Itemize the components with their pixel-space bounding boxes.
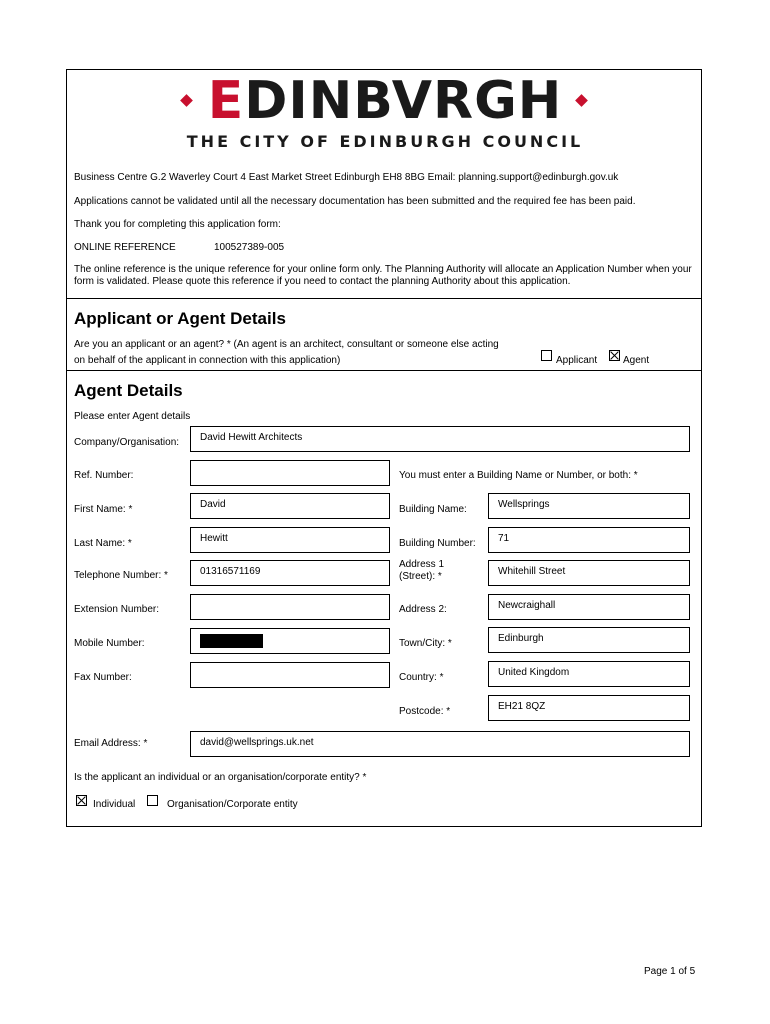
applicant-option-label: Applicant	[556, 355, 598, 366]
address2-value: Newcraighall	[498, 600, 556, 611]
section-divider	[66, 370, 702, 371]
individual-option-label: Individual	[93, 799, 136, 810]
address-line: Business Centre G.2 Waverley Court 4 East Market Street Edinburgh EH8 8BG Email: planning.support@edinburgh.gov.uk	[74, 172, 619, 183]
building-note: You must enter a Building Name or Number, or both: *	[399, 470, 638, 481]
applicant-agent-title: Applicant or Agent Details	[74, 309, 286, 328]
building-name-value: Wellsprings	[498, 499, 550, 510]
page-number: Page 1 of 5	[644, 966, 696, 977]
company-value: David Hewitt Architects	[200, 432, 303, 443]
town-value: Edinburgh	[498, 633, 544, 644]
email-field[interactable]	[190, 731, 690, 757]
building-name-field[interactable]	[488, 493, 690, 519]
agent-details-title: Agent Details	[74, 381, 183, 400]
address1-value: Whitehill Street	[498, 566, 566, 577]
building-number-value: 71	[498, 533, 510, 544]
town-label: Town/City: *	[399, 638, 452, 649]
postcode-label: Postcode: *	[399, 706, 451, 717]
agent-option-label: Agent	[623, 355, 650, 366]
building-name-label: Building Name:	[399, 504, 467, 515]
extension-field[interactable]	[190, 594, 390, 620]
council-name: THE CITY OF EDINBURGH COUNCIL	[186, 132, 584, 151]
online-ref-label: ONLINE REFERENCE	[74, 242, 176, 253]
telephone-value: 01316571169	[200, 566, 261, 577]
last-name-label: Last Name: *	[74, 538, 132, 549]
telephone-field[interactable]	[190, 560, 390, 586]
email-value: david@wellsprings.uk.net	[200, 737, 314, 748]
validation-note: Applications cannot be validated until all the necessary documentation has been submitted and the required fee has been paid.	[74, 196, 636, 207]
address1-label-line1: Address 1	[399, 559, 445, 570]
mobile-label: Mobile Number:	[74, 638, 145, 649]
company-label: Company/Organisation:	[74, 437, 180, 448]
address1-label-line2: (Street): *	[399, 571, 442, 582]
extension-label: Extension Number:	[74, 604, 160, 615]
first-name-value: David	[200, 499, 226, 510]
organisation-checkbox[interactable]	[147, 795, 158, 806]
country-value: United Kingdom	[498, 667, 570, 678]
last-name-field[interactable]	[190, 527, 390, 553]
first-name-field[interactable]	[190, 493, 390, 519]
redacted-mobile-number	[200, 634, 263, 648]
building-number-label: Building Number:	[399, 538, 476, 549]
first-name-label: First Name: *	[74, 504, 133, 515]
ref-number-field[interactable]	[190, 460, 390, 486]
ref-note: The online reference is the unique reference for your online form only. The Planning Authority will allocate an Application Number when your form is validated. Please quote this reference if you need to contact the planning Authority about this application.	[74, 264, 692, 287]
postcode-value: EH21 8QZ	[498, 701, 546, 712]
ref-number-label: Ref. Number:	[74, 470, 134, 481]
postcode-field[interactable]	[488, 695, 690, 721]
country-label: Country: *	[399, 672, 444, 683]
country-field[interactable]	[488, 661, 690, 687]
email-label: Email Address: *	[74, 738, 148, 749]
applicant-agent-question-2: on behalf of the applicant in connection with this application)	[74, 355, 341, 366]
fax-label: Fax Number:	[74, 672, 132, 683]
agent-checkbox[interactable]	[609, 350, 620, 361]
logo-letter-e: E	[207, 71, 245, 131]
address2-field[interactable]	[488, 594, 690, 620]
fax-field[interactable]	[190, 662, 390, 688]
town-field[interactable]	[488, 627, 690, 653]
entity-question: Is the applicant an individual or an organisation/corporate entity? *	[74, 772, 367, 783]
building-number-field[interactable]	[488, 527, 690, 553]
thank-you-text: Thank you for completing this application form:	[74, 219, 281, 230]
telephone-label: Telephone Number: *	[74, 570, 168, 581]
organisation-option-label: Organisation/Corporate entity	[167, 799, 298, 810]
applicant-checkbox[interactable]	[541, 350, 552, 361]
address2-label: Address 2:	[399, 604, 447, 615]
agent-details-intro: Please enter Agent details	[74, 411, 191, 422]
logo-wordmark: DINBVRGH	[244, 71, 563, 131]
applicant-agent-question-1: Are you an applicant or an agent? * (An agent is an architect, consultant or someone else acting	[74, 339, 499, 350]
council-logo	[0, 71, 770, 131]
mobile-field[interactable]	[190, 628, 390, 654]
online-ref-value: 100527389-005	[214, 242, 285, 253]
last-name-value: Hewitt	[200, 533, 228, 544]
address1-field[interactable]	[488, 560, 690, 586]
individual-checkbox[interactable]	[76, 795, 87, 806]
company-field[interactable]	[190, 426, 690, 452]
section-divider	[66, 298, 702, 299]
